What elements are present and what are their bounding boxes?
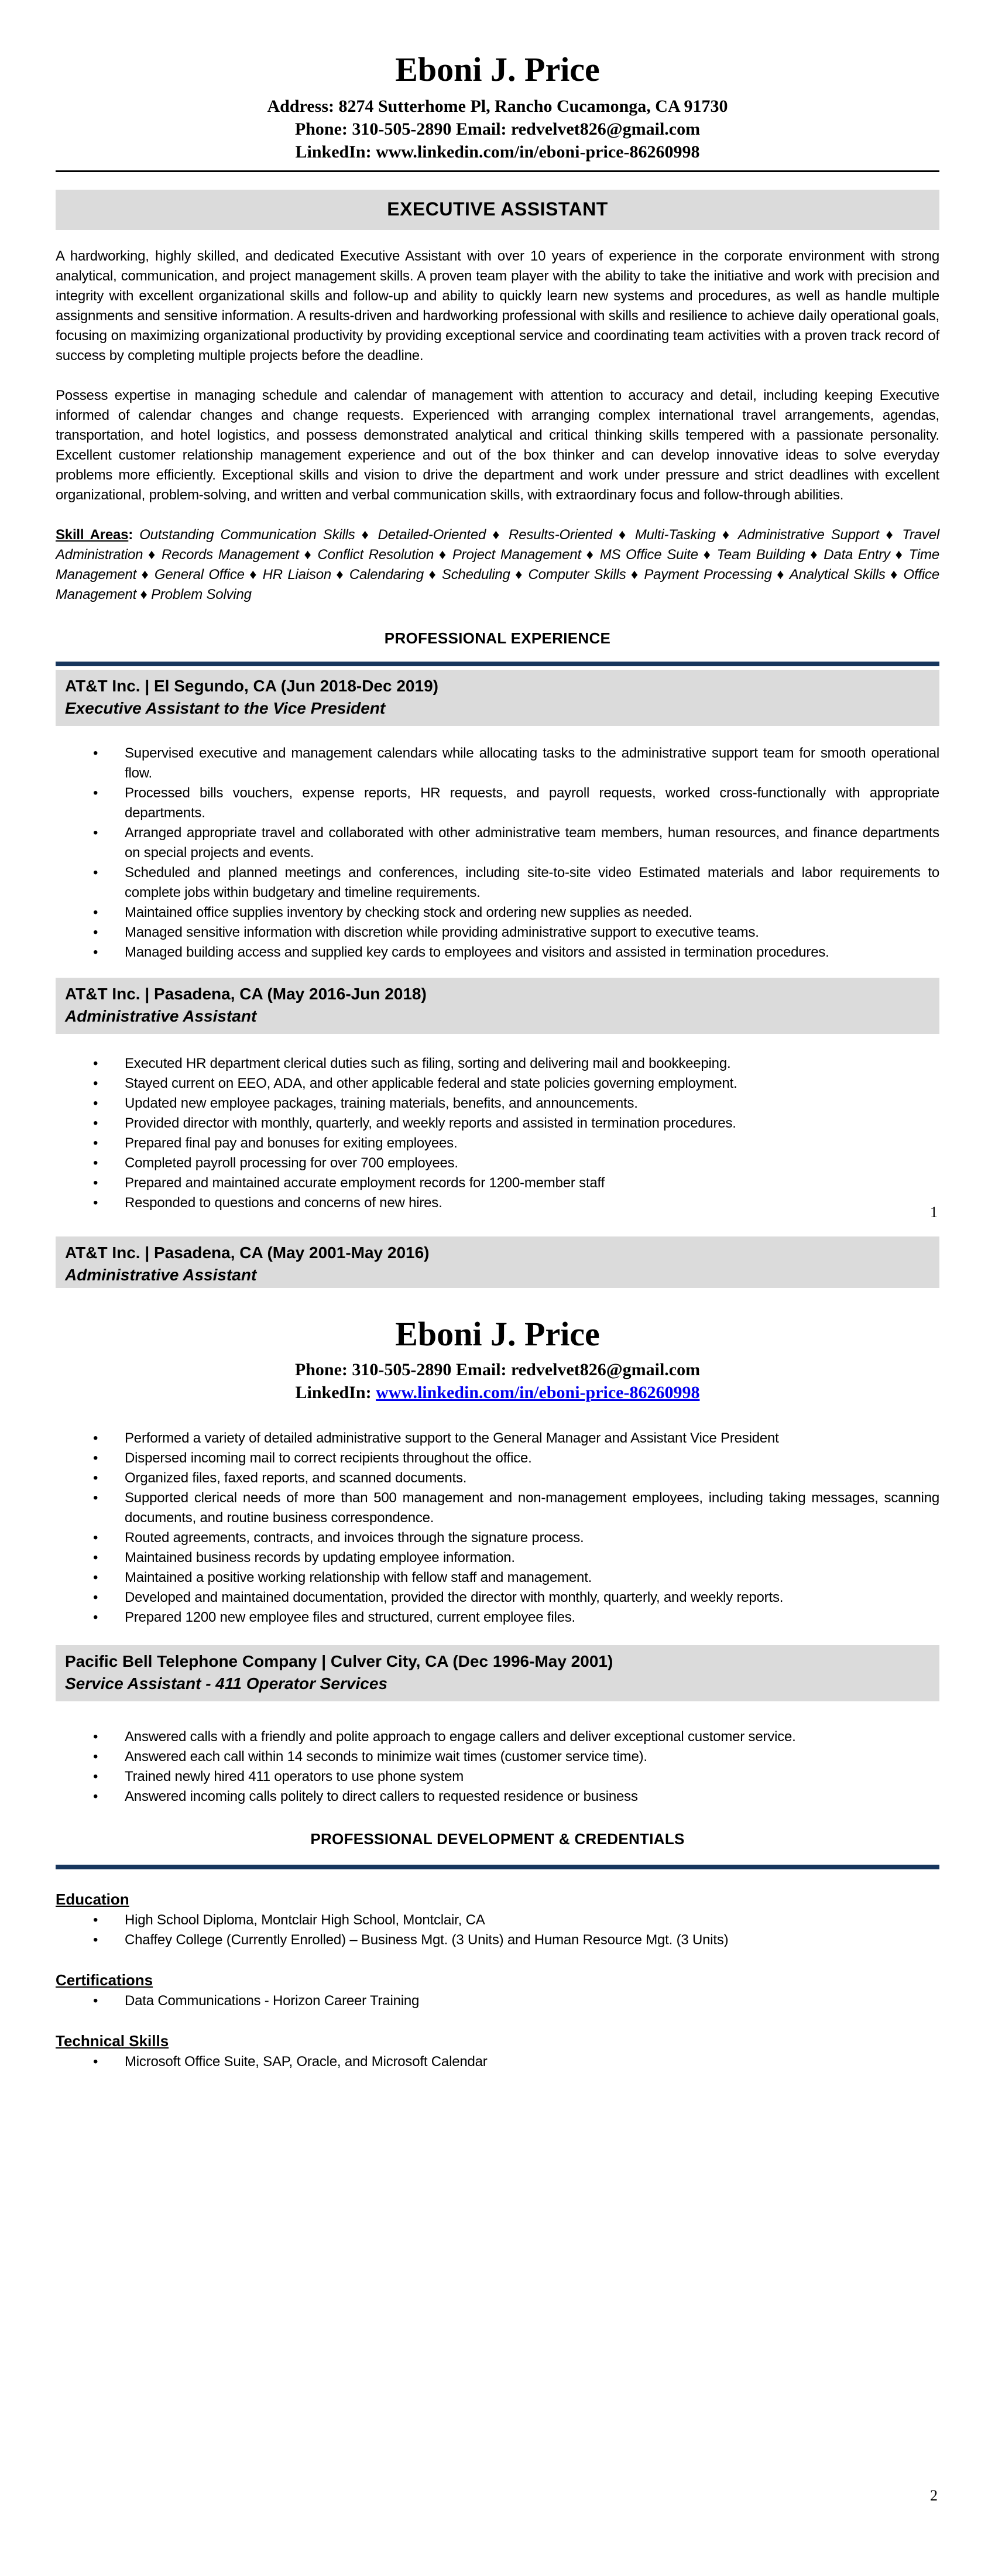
credential-section-education [56, 1889, 939, 1950]
contact-address: Address: 8274 Sutterhome Pl, Rancho Cucamonga, CA 91730 [267, 97, 728, 116]
bullet-text: Answered incoming calls politely to direct callers to requested residence or business [125, 1789, 638, 1804]
bullet-item [56, 783, 939, 823]
section-divider [56, 1865, 939, 1869]
bullet-item [56, 1429, 939, 1448]
page-number: 1 [930, 1204, 938, 1221]
page-2 [0, 1288, 995, 2576]
bullet-text: Dispersed incoming mail to correct recipients throughout the office. [125, 1450, 532, 1466]
bullet-item [56, 903, 939, 923]
role-line: Service Assistant - 411 Operator Services [65, 1674, 387, 1693]
credential-bullet-list [56, 1910, 939, 1950]
bullet-item [56, 1074, 939, 1094]
bullet-item [56, 943, 939, 962]
job-bullet-list [56, 1727, 939, 1807]
header-divider [56, 170, 939, 172]
company-line: AT&T Inc. | Pasadena, CA (May 2001-May 2016) [65, 1244, 430, 1262]
bullet-text: Performed a variety of detailed administrative support to the General Manager and Assistant Vice President [125, 1430, 779, 1446]
bullet-text: Completed payroll processing for over 700 employees. [125, 1155, 458, 1171]
contact-phone-email: Phone: 310-505-2890 Email: redvelvet826@gmail.com [294, 1360, 701, 1379]
bullet-item [56, 1153, 939, 1173]
candidate-name: Eboni J. Price [395, 1315, 600, 1353]
job-header-att-pasadena-2016 [56, 978, 939, 1034]
credential-title: Education [56, 1890, 129, 1908]
bullet-item [56, 1787, 939, 1807]
bullet-item [56, 1114, 939, 1133]
bullet-text: Organized files, faxed reports, and scanned documents. [125, 1470, 467, 1486]
bullet-item [56, 863, 939, 903]
bullet-text: Maintained office supplies inventory by checking stock and ordering new supplies as needed. [125, 905, 692, 920]
company-line: Pacific Bell Telephone Company | Culver City, CA (Dec 1996-May 2001) [65, 1652, 613, 1670]
bullet-text: Responded to questions and concerns of new hires. [125, 1195, 442, 1211]
bullet-item [56, 1608, 939, 1628]
bullet-text: Processed bills vouchers, expense reports, HR requests, and payroll requests, worked cross-functionally with appropriate departments. [125, 785, 939, 821]
bullet-text: Microsoft Office Suite, SAP, Oracle, and Microsoft Calendar [125, 2054, 488, 2070]
credential-bullet-list [56, 1991, 939, 2011]
bullet-text: Maintained a positive working relationship with fellow staff and management. [125, 1570, 592, 1585]
bullet-text: Routed agreements, contracts, and invoices through the signature process. [125, 1530, 584, 1546]
bullet-item [56, 1094, 939, 1114]
section-divider [56, 662, 939, 666]
bullet-text: Answered calls with a friendly and polite approach to engage callers and deliver exceptional customer service. [125, 1729, 796, 1745]
credential-bullet-list [56, 2052, 939, 2072]
bullet-item [56, 1133, 939, 1153]
bullet-item [56, 1767, 939, 1787]
bullet-text: Updated new employee packages, training materials, benefits, and announcements. [125, 1095, 638, 1111]
credential-title: Certifications [56, 1971, 153, 1989]
bullet-item [56, 1448, 939, 1468]
bullet-text: Answered each call within 14 seconds to minimize wait times (customer service time). [125, 1749, 647, 1765]
skill-areas-label: Skill Areas [56, 527, 129, 543]
bullet-item [56, 1991, 939, 2011]
bullet-text: Executed HR department clerical duties such as filing, sorting and delivering mail and bookkeeping. [125, 1056, 731, 1071]
bullet-item [56, 1528, 939, 1548]
bullet-item [56, 923, 939, 943]
bullet-text: Managed building access and supplied key cards to employees and visitors and assisted in termination procedures. [125, 944, 829, 960]
bullet-text: Prepared 1200 new employee files and structured, current employee files. [125, 1609, 576, 1625]
credential-title: Technical Skills [56, 2032, 169, 2050]
bullet-text: Stayed current on EEO, ADA, and other applicable federal and state policies governing employment. [125, 1075, 737, 1091]
bullet-item [56, 1930, 939, 1950]
bullet-text: Supervised executive and management calendars while allocating tasks to the administrative support team for smooth operational flow. [125, 745, 939, 781]
job-bullet-list [56, 744, 939, 962]
role-line: Administrative Assistant [65, 1266, 257, 1284]
job-header-att-pasadena-2001 [56, 1236, 939, 1288]
bullet-text: Scheduled and planned meetings and conferences, including site-to-site video Estimated materials and labor requirements to complete jobs within budgetary and timeline requirements. [125, 865, 939, 900]
bullet-item [56, 1568, 939, 1588]
bullet-item [56, 1548, 939, 1568]
bullet-text: Chaffey College (Currently Enrolled) – Business Mgt. (3 Units) and Human Resource Mgt. (3 Units) [125, 1932, 729, 1948]
bullet-item [56, 1173, 939, 1193]
summary-paragraph-1: A hardworking, highly skilled, and dedicated Executive Assistant with over 10 years of experience in the corporate environment with strong analytical, communication, and project management skills. A proven team player with the ability to take the initiative and work with precision and integrity with excellent organizational skills and follow-up and ability to quickly learn new systems and procedures, as well as handle multiple assignments and sensitive information. A results-driven and hardworking professional with skills and resilience to achieve daily operational goals, focusing on maximizing organizational productivity by providing exceptional service and coordinating team activities with a proven track record of success by completing multiple projects before the deadline. [56, 248, 939, 364]
bullet-text: Prepared final pay and bonuses for exiting employees. [125, 1135, 458, 1151]
bullet-text: Developed and maintained documentation, provided the director with monthly, quarterly, and weekly reports. [125, 1590, 784, 1605]
contact-linkedin: LinkedIn: www.linkedin.com/in/eboni-price-86260998 [295, 142, 700, 162]
job-header-pacific-bell [56, 1645, 939, 1701]
skill-areas [56, 525, 939, 605]
page-number: 2 [930, 2487, 938, 2504]
bullet-text: Arranged appropriate travel and collaborated with other administrative team members, human resources, and finance departments on special projects and events. [125, 825, 939, 861]
bullet-text: Data Communications - Horizon Career Training [125, 1993, 420, 2009]
summary-paragraph-2: Possess expertise in managing schedule and calendar of management with attention to accuracy and detail, including keeping Executive informed of calendar changes and change requests. Experienced with arranging complex international travel arrangements, agendas, transportation, and hotel logistics, and possess demonstrated analytical and critical thinking skills tempered with a passionate personality. Excellent customer relationship management experience and out of the box thinker and can develop innovative ideas to solve everyday problems more efficiently. Exceptional skills and vision to drive the department and work under pressure and strict deadlines with excellent organizational, problem-solving, and written and verbal communication skills, with extraordinary focus and follow-through abilities. [56, 388, 939, 503]
bullet-item [56, 1910, 939, 1930]
section-heading-professional-development: PROFESSIONAL DEVELOPMENT & CREDENTIALS [310, 1830, 685, 1848]
bullet-text: Supported clerical needs of more than 500 management and non-management employees, including taking messages, scanning documents, and routine business correspondence. [125, 1490, 939, 1526]
bullet-text: Maintained business records by updating employee information. [125, 1550, 515, 1566]
credential-section-certifications [56, 1970, 939, 2011]
role-line: Administrative Assistant [65, 1007, 257, 1025]
bullet-item [56, 1747, 939, 1767]
job-title-banner: EXECUTIVE ASSISTANT [56, 190, 939, 230]
bullet-item [56, 1193, 939, 1213]
company-line: AT&T Inc. | Pasadena, CA (May 2016-Jun 2018) [65, 985, 427, 1003]
bullet-item [56, 1468, 939, 1488]
job-header-att-el-segundo [56, 670, 939, 726]
bullet-text: Trained newly hired 411 operators to use phone system [125, 1769, 464, 1784]
bullet-text: Prepared and maintained accurate employment records for 1200-member staff [125, 1175, 605, 1191]
role-line: Executive Assistant to the Vice President [65, 699, 386, 717]
bullet-text: High School Diploma, Montclair High School, Montclair, CA [125, 1912, 485, 1928]
job-bullet-list [56, 1054, 939, 1213]
bullet-item [56, 1488, 939, 1528]
bullet-text: Managed sensitive information with discretion while providing administrative support to executive teams. [125, 924, 759, 940]
bullet-item [56, 744, 939, 783]
bullet-item [56, 2052, 939, 2072]
bullet-text: Provided director with monthly, quarterly, and weekly reports and assisted in termination procedures. [125, 1115, 736, 1131]
bullet-item [56, 1054, 939, 1074]
contact-phone-email: Phone: 310-505-2890 Email: redvelvet826@gmail.com [294, 119, 701, 139]
bullet-item [56, 823, 939, 863]
contact-linkedin [56, 1381, 939, 1404]
skill-areas-colon: : [128, 527, 140, 543]
section-heading-professional-experience: PROFESSIONAL EXPERIENCE [384, 629, 611, 647]
company-line: AT&T Inc. | El Segundo, CA (Jun 2018-Dec 2019) [65, 677, 438, 695]
linkedin-link[interactable]: www.linkedin.com/in/eboni-price-86260998 [376, 1383, 700, 1402]
candidate-name: Eboni J. Price [395, 50, 600, 88]
bullet-item [56, 1588, 939, 1608]
linkedin-label: LinkedIn: [295, 1383, 376, 1402]
credential-section-technical-skills [56, 2031, 939, 2072]
bullet-item [56, 1727, 939, 1747]
skill-areas-list: Outstanding Communication Skills ♦ Detailed-Oriented ♦ Results-Oriented ♦ Multi-Tasking ♦ Administrative Support ♦ Travel Administration ♦ Records Management ♦ Conflict Resolution ♦ Project Management ♦ MS Office Suite ♦ Team Building ♦ Data Entry ♦ Time Management ♦ General Office ♦ HR Liaison ♦ Calendaring ♦ Scheduling ♦ Computer Skills ♦ Payment Processing ♦ Analytical Skills ♦ Office Management ♦ Problem Solving [56, 527, 939, 602]
job-bullet-list-continued [56, 1429, 939, 1628]
